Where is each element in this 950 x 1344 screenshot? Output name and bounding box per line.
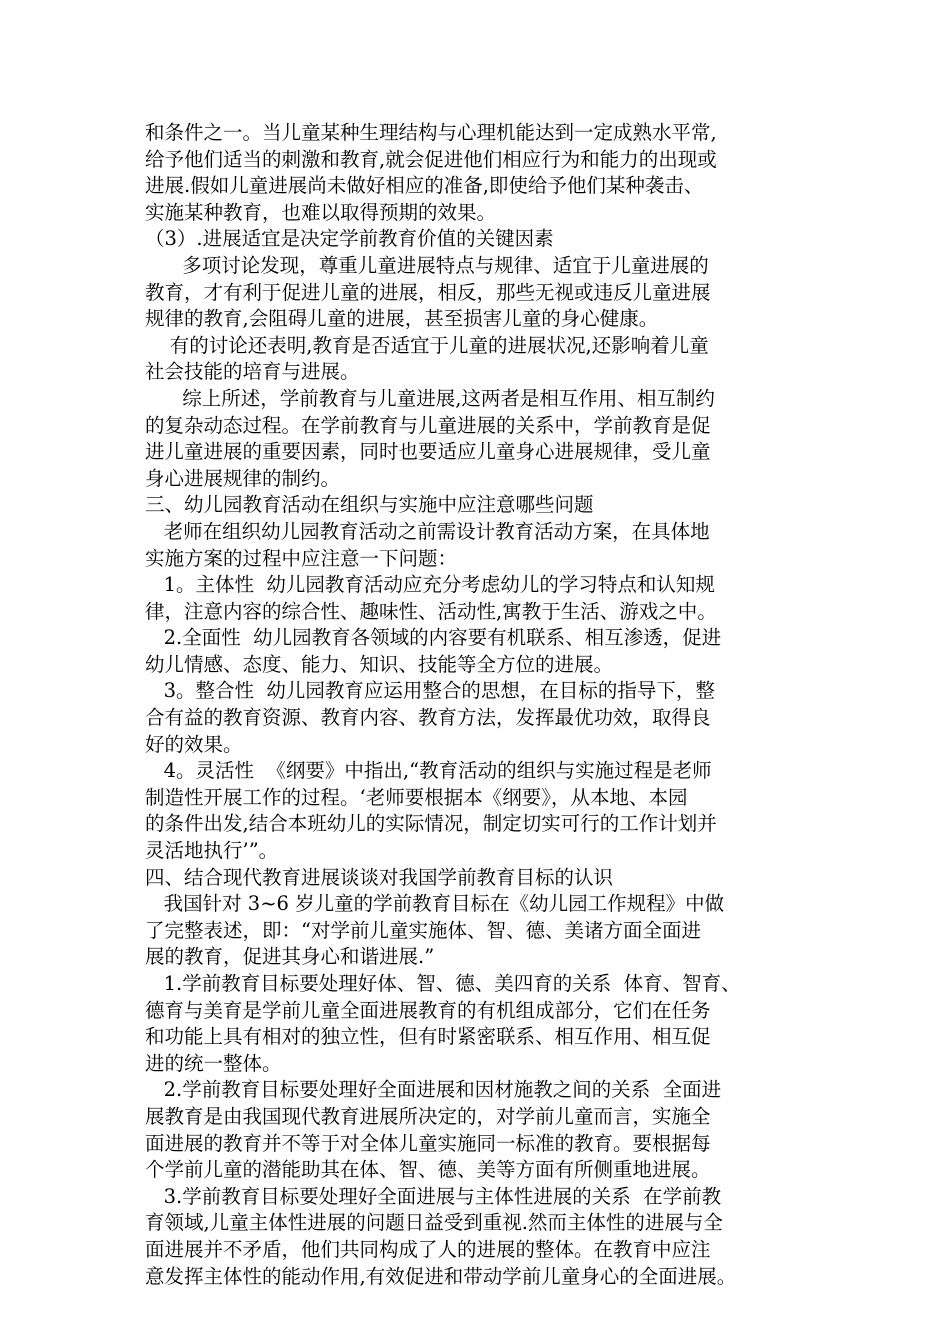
text-line: 好的效果。 xyxy=(145,732,243,756)
text-line: 展的教育，促进其身心和谐进展.” xyxy=(145,945,435,969)
text-line: 德育与美育是学前儿童全面进展教育的有机组成部分，它们在任务 xyxy=(145,998,711,1022)
text-line: 幼儿情感、态度、能力、知识、技能等全方位的进展。 xyxy=(145,652,614,676)
text-line: （3）.进展适宜是决定学前教育价值的关键因素 xyxy=(145,227,554,251)
text-line: 3。整合性 幼儿园教育应运用整合的思想，在目标的指导下，整 xyxy=(145,679,715,703)
text-line: 律，注意内容的综合性、趣味性、活动性,寓教于生活、游戏之中。 xyxy=(145,599,717,623)
text-line: 身心进展规律的制约。 xyxy=(145,466,341,490)
text-line: 给予他们适当的刺激和教育,就会促进他们相应行为和能力的出现或 xyxy=(145,147,717,171)
text-line: 我国针对 3~6 岁儿童的学前教育目标在《幼儿园工作规程》中做 xyxy=(145,892,725,916)
text-line: 老师在组织幼儿园教育活动之前需设计教育活动方案，在具体地 xyxy=(145,519,710,543)
text-line: 进的统一整体。 xyxy=(145,1051,282,1075)
text-line: 3.学前教育目标要处理好全面进展与主体性进展的关系 在学前教 xyxy=(145,1184,722,1208)
text-line: 有的讨论还表明,教育是否适宜于儿童的进展状况,还影响着儿童 xyxy=(145,333,709,357)
text-line: 灵活地执行’”。 xyxy=(145,839,279,863)
text-line: 了完整表述，即：“对学前儿童实施体、智、德、美诸方面全面进 xyxy=(145,918,701,942)
text-line: 面进展并不矛盾，他们共同构成了人的进展的整体。在教育中应注 xyxy=(145,1237,711,1261)
text-line: 三、幼儿园教育活动在组织与实施中应注意哪些问题 xyxy=(145,493,594,517)
text-line: 面进展的教育并不等于对全体儿童实施同一标准的教育。要根据每 xyxy=(145,1131,711,1155)
text-line: 进展.假如儿童进展尚未做好相应的准备,即使给予他们某种袭击、 xyxy=(145,174,704,198)
text-line: 实施方案的过程中应注意一下问题： xyxy=(145,546,458,570)
text-line: 进儿童进展的重要因素，同时也要适应儿童身心进展规律，受儿童 xyxy=(145,440,711,464)
text-line: 的条件出发,结合本班幼儿的实际情况，制定切实可行的工作计划并 xyxy=(145,812,717,836)
text-line: 意发挥主体性的能动作用,有效促进和带动学前儿童身心的全面进展。 xyxy=(145,1264,737,1288)
text-line: 合有益的教育资源、教育内容、教育方法，发挥最优功效，取得良 xyxy=(145,706,711,730)
text-line: 四、结合现代教育进展谈谈对我国学前教育目标的认识 xyxy=(145,865,614,889)
text-line: 社会技能的培育与进展。 xyxy=(145,360,360,384)
text-line: 综上所述，学前教育与儿童进展,这两者是相互作用、相互制约 xyxy=(145,386,715,410)
text-line: 和条件之一。当儿童某种生理结构与心理机能达到一定成熟水平常, xyxy=(145,121,717,144)
text-line: 育领域,儿童主体性进展的问题日益受到重视.然而主体性的进展与全 xyxy=(145,1211,723,1235)
text-line: 和功能上具有相对的独立性，但有时紧密联系、相互作用、相互促 xyxy=(145,1025,711,1049)
text-line: 2.学前教育目标要处理好全面进展和因材施教之间的关系 全面进 xyxy=(145,1078,722,1102)
text-line: 教育，才有利于促进儿童的进展，相反，那些无视或违反儿童进展 xyxy=(145,280,711,304)
text-line: 实施某种教育，也难以取得预期的效果。 xyxy=(145,200,497,224)
text-line: 多项讨论发现，尊重儿童进展特点与规律、适宜于儿童进展的 xyxy=(145,253,709,277)
text-line: 1.学前教育目标要处理好体、智、德、美四育的关系 体育、智育、 xyxy=(145,972,741,995)
text-line: 1。主体性 幼儿园教育活动应充分考虑幼儿的学习特点和认知规 xyxy=(145,573,715,597)
text-line: 2.全面性 幼儿园教育各领域的内容要有机联系、相互渗透，促进 xyxy=(145,626,722,650)
text-line: 制造性开展工作的过程。‘老师要根据本《纲要》，从本地、本园 xyxy=(145,785,688,809)
text-line: 4。灵活性 《纲要》中指出,“教育活动的组织与实施过程是老师 xyxy=(145,759,712,783)
text-line: 规律的教育,会阻碍儿童的进展，甚至损害儿童的身心健康。 xyxy=(145,307,659,331)
text-line: 个学前儿童的潜能助其在体、智、德、美等方面有所侧重地进展。 xyxy=(145,1158,711,1182)
text-line: 的复杂动态过程。在学前教育与儿童进展的关系中，学前教育是促 xyxy=(145,413,711,437)
document-body xyxy=(145,120,825,1290)
text-line: 展教育是由我国现代教育进展所决定的，对学前儿童而言，实施全 xyxy=(145,1104,711,1128)
